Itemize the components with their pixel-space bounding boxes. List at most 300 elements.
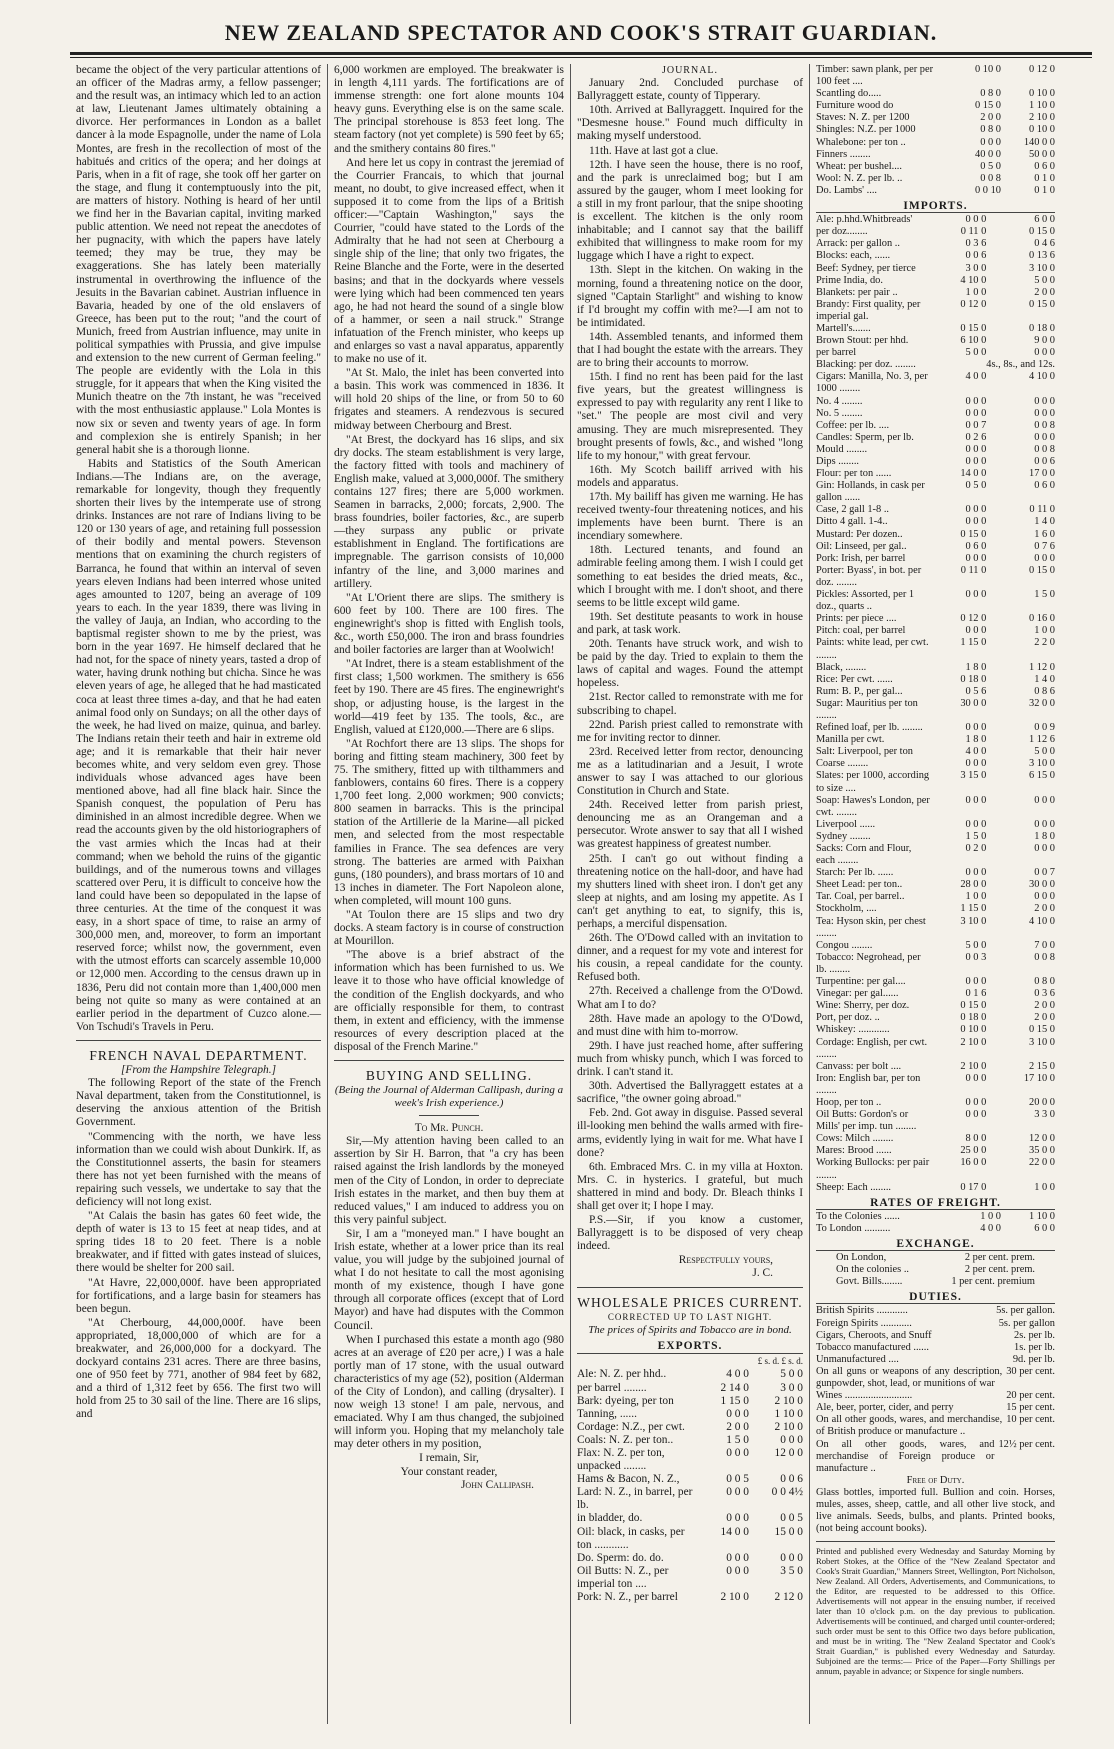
duty-row [816,1439,1055,1475]
article-paragraph: 6,000 workmen are employed. The breakwater is in length 4,111 yards. The fortifications are of immense strength: one fort alone mounts 104 heavy guns. Everything else is on the same scale. The principal storehouse is 853 feet long. The steam factory (not yet complete) is 590 feet by 65; and the smithery contains 80 fires." [334,64,564,155]
price-item: Flour: per ton ...... [816,468,892,480]
journal-initials: J. C. [752,1267,773,1280]
price-row [816,238,1055,250]
price-low: 0 0 0 [965,722,987,734]
price-item: Prints: per piece .... [816,613,897,625]
journal-entry: 12th. I have seen the house, there is no roof, and the park is unreclaimed bog; but I am assured by the gauger, whom I meet looking for a still in my front parlour, that the snipe shooting is excellent. The kitchen is the only room inhabitable; and I cannot say that the bailiff exhibited that willingness to make room for my luggage which I have a right to expect. [577,158,803,263]
price-row [816,553,1055,565]
price-row [816,758,1055,770]
price-item: per doz........ [816,226,868,238]
price-row [816,734,1055,746]
price-row [816,565,1055,589]
price-row [816,456,1055,468]
price-row [816,226,1055,238]
price-low: 0 5 6 [965,685,987,697]
price-row [816,891,1055,903]
price-item: Tanning, ...... [577,1407,637,1420]
price-low: 0 0 0 [965,794,987,806]
price-high: 1 4 0 [1034,516,1055,528]
price-item: Oil Butts: Gordon's or Mills' per imp. tun ........ [816,1109,917,1133]
price-item: Pork: Irish, per barrel [816,552,906,564]
price-low: 0 0 5 [726,1473,749,1486]
price-item: Do. Lambs' .... [816,184,878,196]
price-high: 35 0 0 [1029,1145,1055,1157]
journal-entry: Feb. 2nd. Got away in disguise. Passed several ill-looking men behind the walls armed with fire-arms, evidently lying in wait for me. What have I done? [577,1107,803,1159]
price-item: Oil: Linseed, per gal.. [816,540,907,552]
price-low: 3 10 0 [960,915,987,927]
price-item: Porter: Byass', in bot. per doz. ........ [816,564,922,588]
price-row [816,480,1055,504]
price-row [816,250,1055,262]
duty-rate: 10 per cent. [1006,1414,1055,1426]
price-item: Dips ........ [816,456,860,467]
price-item: Sheet Lead: per ton.. [816,879,903,891]
price-high: 30 0 0 [1029,879,1055,891]
exchange-place: Govt. Bills........ [836,1276,903,1288]
price-high: 0 16 0 [1029,613,1055,625]
price-row [816,722,1055,734]
price-high: 20 0 0 [1029,1096,1055,1108]
price-item: Turpentine: per gal.... [816,976,906,988]
price-high: 1 12 0 [1029,661,1055,673]
price-row [577,1486,803,1512]
price-high: 0 8 6 [1034,685,1055,697]
price-low: 1 15 0 [720,1394,749,1407]
price-low: 5 0 0 [965,939,987,951]
price-low: 3 0 0 [965,262,987,274]
price-high: 5 0 0 [1034,274,1055,286]
price-low: 4 0 0 [980,1222,1001,1234]
duty-row [816,1402,1055,1414]
price-low: 25 0 0 [960,1145,987,1157]
price-item: Refined loaf, per lb. ........ [816,722,923,734]
price-item: Soap: Hawes's London, per cwt. ........ [816,794,930,818]
price-item: Vinegar: per gal...... [816,988,899,1000]
price-row [816,396,1055,408]
price-high: 0 0 4½ [771,1486,803,1499]
duty-rate: 30 per cent. [1006,1365,1055,1377]
duty-row [816,1342,1055,1354]
price-row [816,299,1055,323]
price-high: 3 10 0 [1029,262,1055,274]
price-row [816,903,1055,915]
price-low: 0 11 0 [960,226,987,238]
price-high: 0 1 0 [1034,184,1055,196]
journal-heading: JOURNAL. [661,65,719,76]
price-item: Timber: sawn plank, per per 100 feet .... [816,64,934,88]
price-row [816,1145,1055,1157]
price-high: 17 10 0 [1023,1072,1055,1084]
journal-entry: January 2nd. Concluded purchase of Ballyraggett estate, county of Tipperary. [577,77,803,103]
price-row [816,323,1055,335]
journal-entry: 18th. Lectured tenants, and found an admirable feeling among them. I wish I could get something to eat besides the dried meats, &c., which I brought with me. I don't shoot, and there seems to be little except wild game. [577,544,803,609]
letter-closing: I remain, Sir, [419,1452,479,1465]
journal-entry: 15th. I find no rent has been paid for the last five years, but the greatest willingness is expressed to pay with regularity any rent I like to "set." The people are most civil and very amusing. They are much misrepresented. They brought presents of fowls, &c., and wished "long life to my honour," with great fervour. [577,371,803,462]
price-row [816,408,1055,420]
price-row [816,137,1055,149]
price-high: 2 0 0 [1034,1012,1055,1024]
price-row [816,287,1055,299]
price-item: Sheep: Each ........ [816,1181,892,1193]
price-high: 2 12 0 [774,1591,803,1603]
journal-entry: 26th. The O'Dowd called with an invitation to dinner, and a request for my vote and interest for his cousin, a repeal candidate for the county. Refused both. [577,932,803,984]
price-item: Gin: Hollands, in cask per gallon ...... [816,480,925,504]
price-row [816,432,1055,444]
price-low: 1 8 0 [965,734,987,746]
duty-item: Ale, beer, porter, cider, and perry [816,1402,954,1414]
journal-entry: 6th. Embraced Mrs. C. in my villa at Hoxton. Mrs. C. in hysterics. I grateful, but much shattered in mind and body. Dr. Bleach thinks I shall get over it; I hope I may. [577,1160,803,1212]
price-high: 6 0 0 [1034,214,1055,226]
price-item: Ale: N. Z. per hhd.. [577,1368,667,1381]
price-item: Wheat: per bushel.... [816,160,902,172]
price-low: 8 0 0 [965,1133,987,1145]
price-row [816,867,1055,879]
price-row [816,1000,1055,1012]
price-item: Tea: Hyson skin, per chest ........ [816,915,926,939]
price-row [577,1421,803,1434]
price-low: 0 5 0 [965,480,987,492]
price-row [816,112,1055,124]
price-high: 1 10 0 [1029,1210,1055,1222]
price-item: Sugar: Mauritius per ton ........ [816,697,918,721]
price-item: No. 4 ........ [816,395,863,407]
price-row [816,843,1055,867]
price-item: Scantling do..... [816,88,882,100]
price-low: 1 15 0 [960,903,987,915]
price-row [816,420,1055,432]
article-paragraph: "At L'Orient there are slips. The smithery is 600 feet by 100. There are 100 fires. The enginewright's shop is fitted with English tools, &c., worth £50,000. The iron and brass foundries and boiler factories are larger than at Woolwich! [334,591,564,657]
price-high: 0 0 0 [1034,347,1055,359]
price-item: Mares: Brood ...... [816,1145,892,1157]
price-low: 1 5 0 [965,830,987,842]
price-item: Tar. Coal, per barrel.. [816,891,905,903]
price-low: 2 14 0 [720,1381,749,1394]
price-high: 0 13 6 [1029,250,1055,262]
prices-title: WHOLESALE PRICES CURRENT. [577,1294,803,1310]
article-paragraph: "At Rochfort there are 13 slips. The shops for boring and fitting steam machinery, 300 feet by 75. The smithery, fitted up with tilthammers and fanblowers, contains 60 fires. There is a coppery 1,700 feet long. 2,000 workmen; 900 convicts; 800 seamen in barracks. This is the principal station of the Artillerie de la Marine—all picked men, and selected from the most respectable families in France. The sea defences are very strong. The batteries are armed with Paixhan guns, (180 pounders), and brass mortars of 10 and 13 inches in diameter. The Fort Napoleon alone, when completed, will mount 100 guns. [334,737,564,907]
duty-item: Wines .......................... [816,1390,913,1402]
price-row [816,916,1055,940]
price-item: Lard: N. Z., in barrel, per lb. [577,1486,693,1512]
journal-entry: 27th. Received a challenge from the O'Dowd. What am I to do? [577,985,803,1011]
price-low: 0 0 0 [726,1551,749,1564]
price-high: 0 0 0 [1034,431,1055,443]
price-item: Martell's....... [816,322,871,334]
price-high: 0 15 0 [1029,226,1055,238]
price-high: 5 0 0 [780,1368,803,1381]
journal-entry: 28th. Have made an apology to the O'Dowd, and must dine with him to-morrow. [577,1012,803,1038]
duty-rate: 1s. per lb. [1014,1341,1055,1353]
journal-entry: 19th. Set destitute peasants to work in house and park, at task work. [577,610,803,636]
price-low: 5 0 0 [965,347,987,359]
price-item: Mould ........ [816,443,868,455]
price-row [816,819,1055,831]
duty-rate: 20 per cent. [1006,1390,1055,1402]
price-low: 40 0 0 [975,148,1001,160]
divider [334,1060,564,1061]
price-row [816,674,1055,686]
exports-continued-table [816,64,1055,197]
price-row [577,1382,803,1395]
price-row [577,1526,803,1552]
price-row [816,468,1055,480]
price-row [816,940,1055,952]
price-item: Stockholm, .... [816,903,877,915]
duties-list [816,1305,1055,1474]
price-row [816,161,1055,173]
price-row [816,1061,1055,1073]
price-high: 1 5 0 [1034,589,1055,601]
price-high: 0 15 0 [1029,564,1055,576]
price-row [816,952,1055,976]
price-low: 4 0 0 [965,371,987,383]
duty-rate: 5s. per gallon [998,1317,1055,1329]
letter-paragraph: Sir, I am a "moneyed man." I have bought an Irish estate, whether at a lower price than its real value, you will judge by the subjoined journal of what I do not hesitate to call the most agonising month of my existence, though I have gone through all corporate offices (except that of Lord Mayor) and have had disputes with the Common Council. [334,1227,564,1332]
price-item: Pickles: Assorted, per 1 doz., quarts .. [816,589,915,613]
price-high: 0 0 6 [780,1473,803,1486]
price-row [816,770,1055,794]
price-item: Beef: Sydney, per tierce [816,262,916,274]
article-paragraph: "At Indret, there is a steam establishment of the first class; 1,500 workmen. The smithery is 656 feet by 190. There are 45 fires. The enginewright's shop, or adjusting house, is the largest in the world—419 feet by 135. The tools, &c., are English, valued at £120,000.—There are 6 slips. [334,658,564,736]
price-item: Arrack: per gallon .. [816,238,900,250]
imports-table [816,214,1055,1194]
naval-source: [From the Hampshire Telegraph.] [120,1064,277,1077]
price-row [816,662,1055,674]
price-row [577,1395,803,1408]
price-row [816,1024,1055,1036]
price-high: 0 0 7 [1034,867,1055,879]
price-high: 1 8 0 [1034,830,1055,842]
journal-entry: 17th. My bailiff has given me warning. He has received twenty-four threatening notices, and his implements have been burnt. There is an incendiary somewhere. [577,491,803,543]
price-item: Candles: Sperm, per lb. [816,431,914,443]
price-item: To London .......... [816,1222,891,1234]
price-item: Starch: Per lb. ...... [816,867,894,879]
letter-closing: Your constant reader, [400,1465,498,1478]
journal-entry: 16th. My Scotch bailiff arrived with his models and apparatus. [577,463,803,489]
price-row [816,746,1055,758]
price-high: 1 0 0 [1034,1181,1055,1193]
price-high: 3 10 0 [1029,758,1055,770]
journal-entry: P.S.—Sir, if you know a customer, Ballyraggett is to be disposed of very cheap indeed. [577,1214,803,1253]
price-high: 0 0 8 [1034,419,1055,431]
price-item: Wool: N. Z. per lb. .. [816,172,903,184]
buying-title: BUYING AND SELLING. [365,1068,533,1084]
price-row [816,444,1055,456]
price-high: 50 0 0 [1029,148,1055,160]
price-low: 1 5 0 [726,1433,749,1446]
price-item: Port, per doz. .. [816,1012,880,1024]
price-row [816,124,1055,136]
price-high: 0 8 0 [1034,976,1055,988]
price-row [816,275,1055,287]
price-row [816,976,1055,988]
price-item: Cordage: N.Z., per cwt. [577,1420,685,1433]
price-item: Oil: black, in casks, per ton ............ [577,1525,685,1551]
duties-title: DUTIES. [816,1291,1055,1304]
journal-entry: 24th. Received letter from parish priest, denouncing me as an Orangeman and a persecutor. Wrote answer to say that all I wished was greatest happiness of greatest number. [577,799,803,851]
price-high: 12 0 0 [774,1446,803,1459]
price-row [816,88,1055,100]
price-item: Shingles: N.Z. per 1000 [816,124,916,136]
price-row [816,1037,1055,1061]
price-high: 2 15 0 [1029,1060,1055,1072]
article-paragraph: Habits and Statistics of the South American Indians.—The Indians are, on the average, remarkable for longevity, though they frequently shorten their lives by the intemperate use of strong drinks. Instances are not rare of Indians living to be 120 or 130 years of age, and retaining full possession of their bodily and mental powers. Stevenson mentions that on examining the church registers of Barranca, he found that within an interval of seven years eleven Indians had been interred whose united ages amounted to 1207, being an average of 109 years to each. In the year 1839, there was living in the valley of Jauja, an Indian, who according to the baptismal register shown to me by the priest, was born in the year 1697. He himself declared that he had not, for the space of ninety years, tasted a drop of water, having drunk nothing but chicha. Since he was eleven years of age, he alleged that he had masticated coca at least three times a-day, and that he had eaten animal food only on Sundays; on all the other days of the week, he had lived on maize, quinua, and barley. The Indians retain their teeth and hair in extreme old age; and it is remarkable that their hair never becomes white, and very seldom even grey. Those individuals whose advanced ages have been mentioned above, had all fine black hair. Since the Spanish conquest, the population of Peru has diminished in an almost incredible degree. When we read the accounts given by the old historiographers of the vast armies which the Incas had at their command; when we behold the ruins of the gigantic buildings, and of the numerous towns and villages scattered over Peru, it is difficult to conceive how the land could have been so depopulated in the lapse of three centuries. At the time of the conquest it was easy, in a short space of time, to raise an army of 300,000 men, and, moreover, to form an important reserved force; whilst now, the government, even with the utmost efforts can scarcely assemble 10,000 or 12,000 men. According to the census drawn up in 1836, Peru did not contain more than 1,400,000 men being not quite so many as were contained at an earlier period in the department of Cuzco alone.—Von Tschudi's Travels in Peru. [76,457,321,1033]
price-row [577,1447,803,1473]
price-high: 22 0 0 [1029,1157,1055,1169]
lsd-heading: £ s. d. £ s. d. [757,1356,803,1367]
price-low: 3 15 0 [960,770,987,782]
article-paragraph: The following Report of the state of the French Naval department, taken from the Constitutionnel, is deserving the anxious attention of the British Government. [76,1077,321,1129]
price-row [816,879,1055,891]
price-low: 0 2 0 [965,843,987,854]
price-row [577,1512,803,1525]
price-item: Ditto 4 gall. 1-4.. [816,516,888,528]
free-title: Free of Duty. [906,1474,965,1486]
column-4 [809,64,1061,1724]
price-item: Coals: N. Z. per ton.. [577,1433,674,1446]
price-high: 0 10 0 [1029,88,1055,100]
price-low: 0 17 0 [960,1181,987,1193]
price-low [932,359,986,371]
price-low: 0 0 8 [980,172,1001,184]
duty-row [816,1390,1055,1402]
price-item: Cordage: English, per cwt. ........ [816,1036,928,1060]
price-item: Manilla per cwt. [816,734,885,746]
price-high: 3 5 0 [780,1564,803,1577]
price-row [816,613,1055,625]
price-row [816,1073,1055,1097]
price-high: 1 10 0 [1029,100,1055,112]
price-low: 0 0 0 [965,516,987,528]
price-high: 2 0 0 [1034,903,1055,915]
duty-rate: 12½ per cent. [998,1438,1055,1450]
article-paragraph: "Commencing with the north, we have less information than we could wish about Dunkirk. If, as the Constitutionnel asserts, the basin for steamers there has not yet been furnished with the means of repairing such vessels, we undertake to say that the deficiency will not long exist. [76,1130,321,1208]
naval-title: FRENCH NAVAL DEPARTMENT. [89,1047,308,1063]
price-high: 0 18 0 [1029,322,1055,334]
price-item: Coarse ........ [816,758,869,770]
price-low: 4 0 0 [726,1368,749,1381]
letter-paragraph: Sir,—My attention having been called to an assertion by Sir H. Barron, that "a cry has been raised against the Irish landlords by the moneyed men of the City of London, in order to depreciate Irish estates in the market, and then buy them at reduced values," I am induced to address you on this very painful subject. [334,1135,564,1226]
price-low: 0 18 0 [960,673,987,685]
price-high: 0 11 0 [1029,504,1055,516]
imprint: Printed and published every Wednesday and Saturday Morning by Robert Stokes, at the Office of the "New Zealand Spectator and Cook's Strait Guardian," Manners Street, Wellington, Port Nicholson, New Zealand. All Orders, Advertisements, and Communications, to the Editor, are requested to be addressed to this Office. Advertisements will not appear in the ensuing number, if received later than 10 o'clock p.m. on the day previous to publication. Advertisements will be continued, and charged until counter-ordered; such order must be sent to this Office two days before publication, and must be in writing. The "New Zealand Spectator and Cook's Strait Guardian," is published every Wednesday and Saturday. Subjoined are the terms:— Price of the Paper—Forty Shillings per annum, payable in advance; or Sixpence for single numbers. [816,1541,1055,1676]
price-high: 9 0 0 [1034,335,1055,347]
letter-paragraph: When I purchased this estate a month ago (980 acres at an average of £20 per acre,) I was a hale portly man of 17 stone, with the usual outward characteristics of my age (52), position (Alderman of the City of London), and calling (drysalter). I now weigh 13 stone! I am pale, nervous, and emaciated. Why I am thus changed, the subjoined will inform you. Hoping that my melancholy tale may deter others in my position, [334,1333,564,1451]
price-item: Finners ........ [816,148,871,160]
price-row [816,1182,1055,1194]
price-low: 0 0 0 [965,456,987,467]
price-low: 0 6 0 [965,540,987,552]
exports-title: EXPORTS. [577,1340,803,1354]
price-item: Canvass: per bolt .... [816,1060,902,1072]
price-row [816,185,1055,197]
price-high: 0 0 0 [1034,843,1055,854]
price-row [816,686,1055,698]
duty-item: British Spirits ............ [816,1305,908,1317]
price-low: 0 0 7 [965,419,987,431]
price-item: Hoop, per ton .. [816,1096,882,1108]
duty-item: Cigars, Cheroots, and Snuff [816,1329,932,1341]
price-high: 0 15 0 [1029,1024,1055,1036]
price-high: 0 0 0 [1034,407,1055,419]
price-item: Brown Stout: per hhd. [816,335,909,347]
price-high: 3 3 0 [1034,1109,1055,1121]
price-item: Slates: per 1000, according to size .... [816,770,930,794]
price-high: 4s., 8s., and 12s. [986,359,1055,371]
price-low: 0 0 0 [726,1564,749,1577]
price-item: No. 5 ........ [816,407,863,419]
price-low: 0 0 0 [965,867,987,879]
price-high: 6 15 0 [1029,770,1055,782]
article-paragraph: "At Calais the basin has gates 60 feet wide, the depth of water is 13 to 15 feet at neap tides, and at spring tides 18 to 20 feet. There is a noble breakwater, and if fitted with gates instead of sluices, there would be shelter for 200 sail. [76,1210,321,1275]
price-row [816,795,1055,819]
price-low: 0 0 0 [965,625,987,637]
price-high: 2 10 0 [774,1420,803,1433]
price-row [816,831,1055,843]
article-paragraph: "At Cherbourg, 44,000,000f. have been appropriated, 18,000,000 of which are for a breakwater, and 26,000,000 for a dockyard. The dockyard contains 231 acres. There are three basins, one of 950 feet by 771, another of 984 feet by 682, and a third of 1,312 feet by 656. The first two will hold from 25 to 30 sail of the line. There are 16 slips, and [76,1316,321,1421]
price-item: Blankets: per pair .. [816,286,898,298]
price-item: Flax: N. Z. per ton, unpacked ........ [577,1446,665,1473]
price-high: 17 0 0 [1029,468,1055,480]
price-row [577,1368,803,1381]
price-high: 15 0 0 [774,1525,803,1538]
price-low: 0 0 0 [965,504,987,516]
journal-entries [577,77,803,1253]
price-item: Salt: Liverpool, per ton [816,746,913,758]
price-low: 0 0 0 [965,589,987,601]
price-low: 2 0 0 [980,112,1001,124]
price-row [816,1109,1055,1133]
price-low: 0 0 0 [965,407,987,419]
journal-entry: 21st. Rector called to remonstrate with me for subscribing to chapel. [577,691,803,717]
price-high: 1 12 6 [1029,734,1055,746]
column-3 [570,64,809,1724]
price-low: 0 15 0 [960,322,987,334]
price-row [816,698,1055,722]
price-high: 0 0 0 [780,1433,803,1446]
price-low: 0 11 0 [960,564,987,576]
price-item: Blocks: each, ...... [816,250,891,262]
price-low: 0 15 0 [975,100,1001,112]
exchange-place: On the colonies .. [836,1264,910,1276]
price-item: in bladder, do. [577,1512,643,1525]
price-row [816,149,1055,161]
price-high: 2 2 0 [1034,637,1055,649]
price-high: 1 10 0 [774,1407,803,1420]
price-low: 0 15 0 [960,1000,987,1012]
price-item: Prime India, do. [816,274,883,286]
price-high: 32 0 0 [1029,697,1055,709]
price-row [577,1473,803,1486]
prices-note: The prices of Spirits and Tobacco are in bond. [588,1323,792,1336]
price-high: 0 0 0 [1034,552,1055,564]
price-high: 0 3 6 [1034,988,1055,1000]
price-low: 0 0 0 [965,976,987,988]
duty-item: Unmanufactured .... [816,1353,899,1365]
price-row [816,359,1055,371]
price-item: Whalebone: per ton .. [816,136,906,148]
price-row [816,173,1055,185]
price-low: 6 10 0 [960,335,987,347]
divider [76,1040,321,1041]
price-low: 0 0 6 [965,250,987,262]
price-low: 2 10 0 [720,1591,749,1603]
price-low: 0 10 0 [975,64,1001,75]
price-high: 4 10 0 [1029,915,1055,927]
price-item: Rum: B. P., per gal... [816,685,903,697]
price-high: 140 0 0 [1023,136,1055,148]
masthead: NEW ZEALAND SPECTATOR AND COOK'S STRAIT GUARDIAN. [224,20,938,45]
